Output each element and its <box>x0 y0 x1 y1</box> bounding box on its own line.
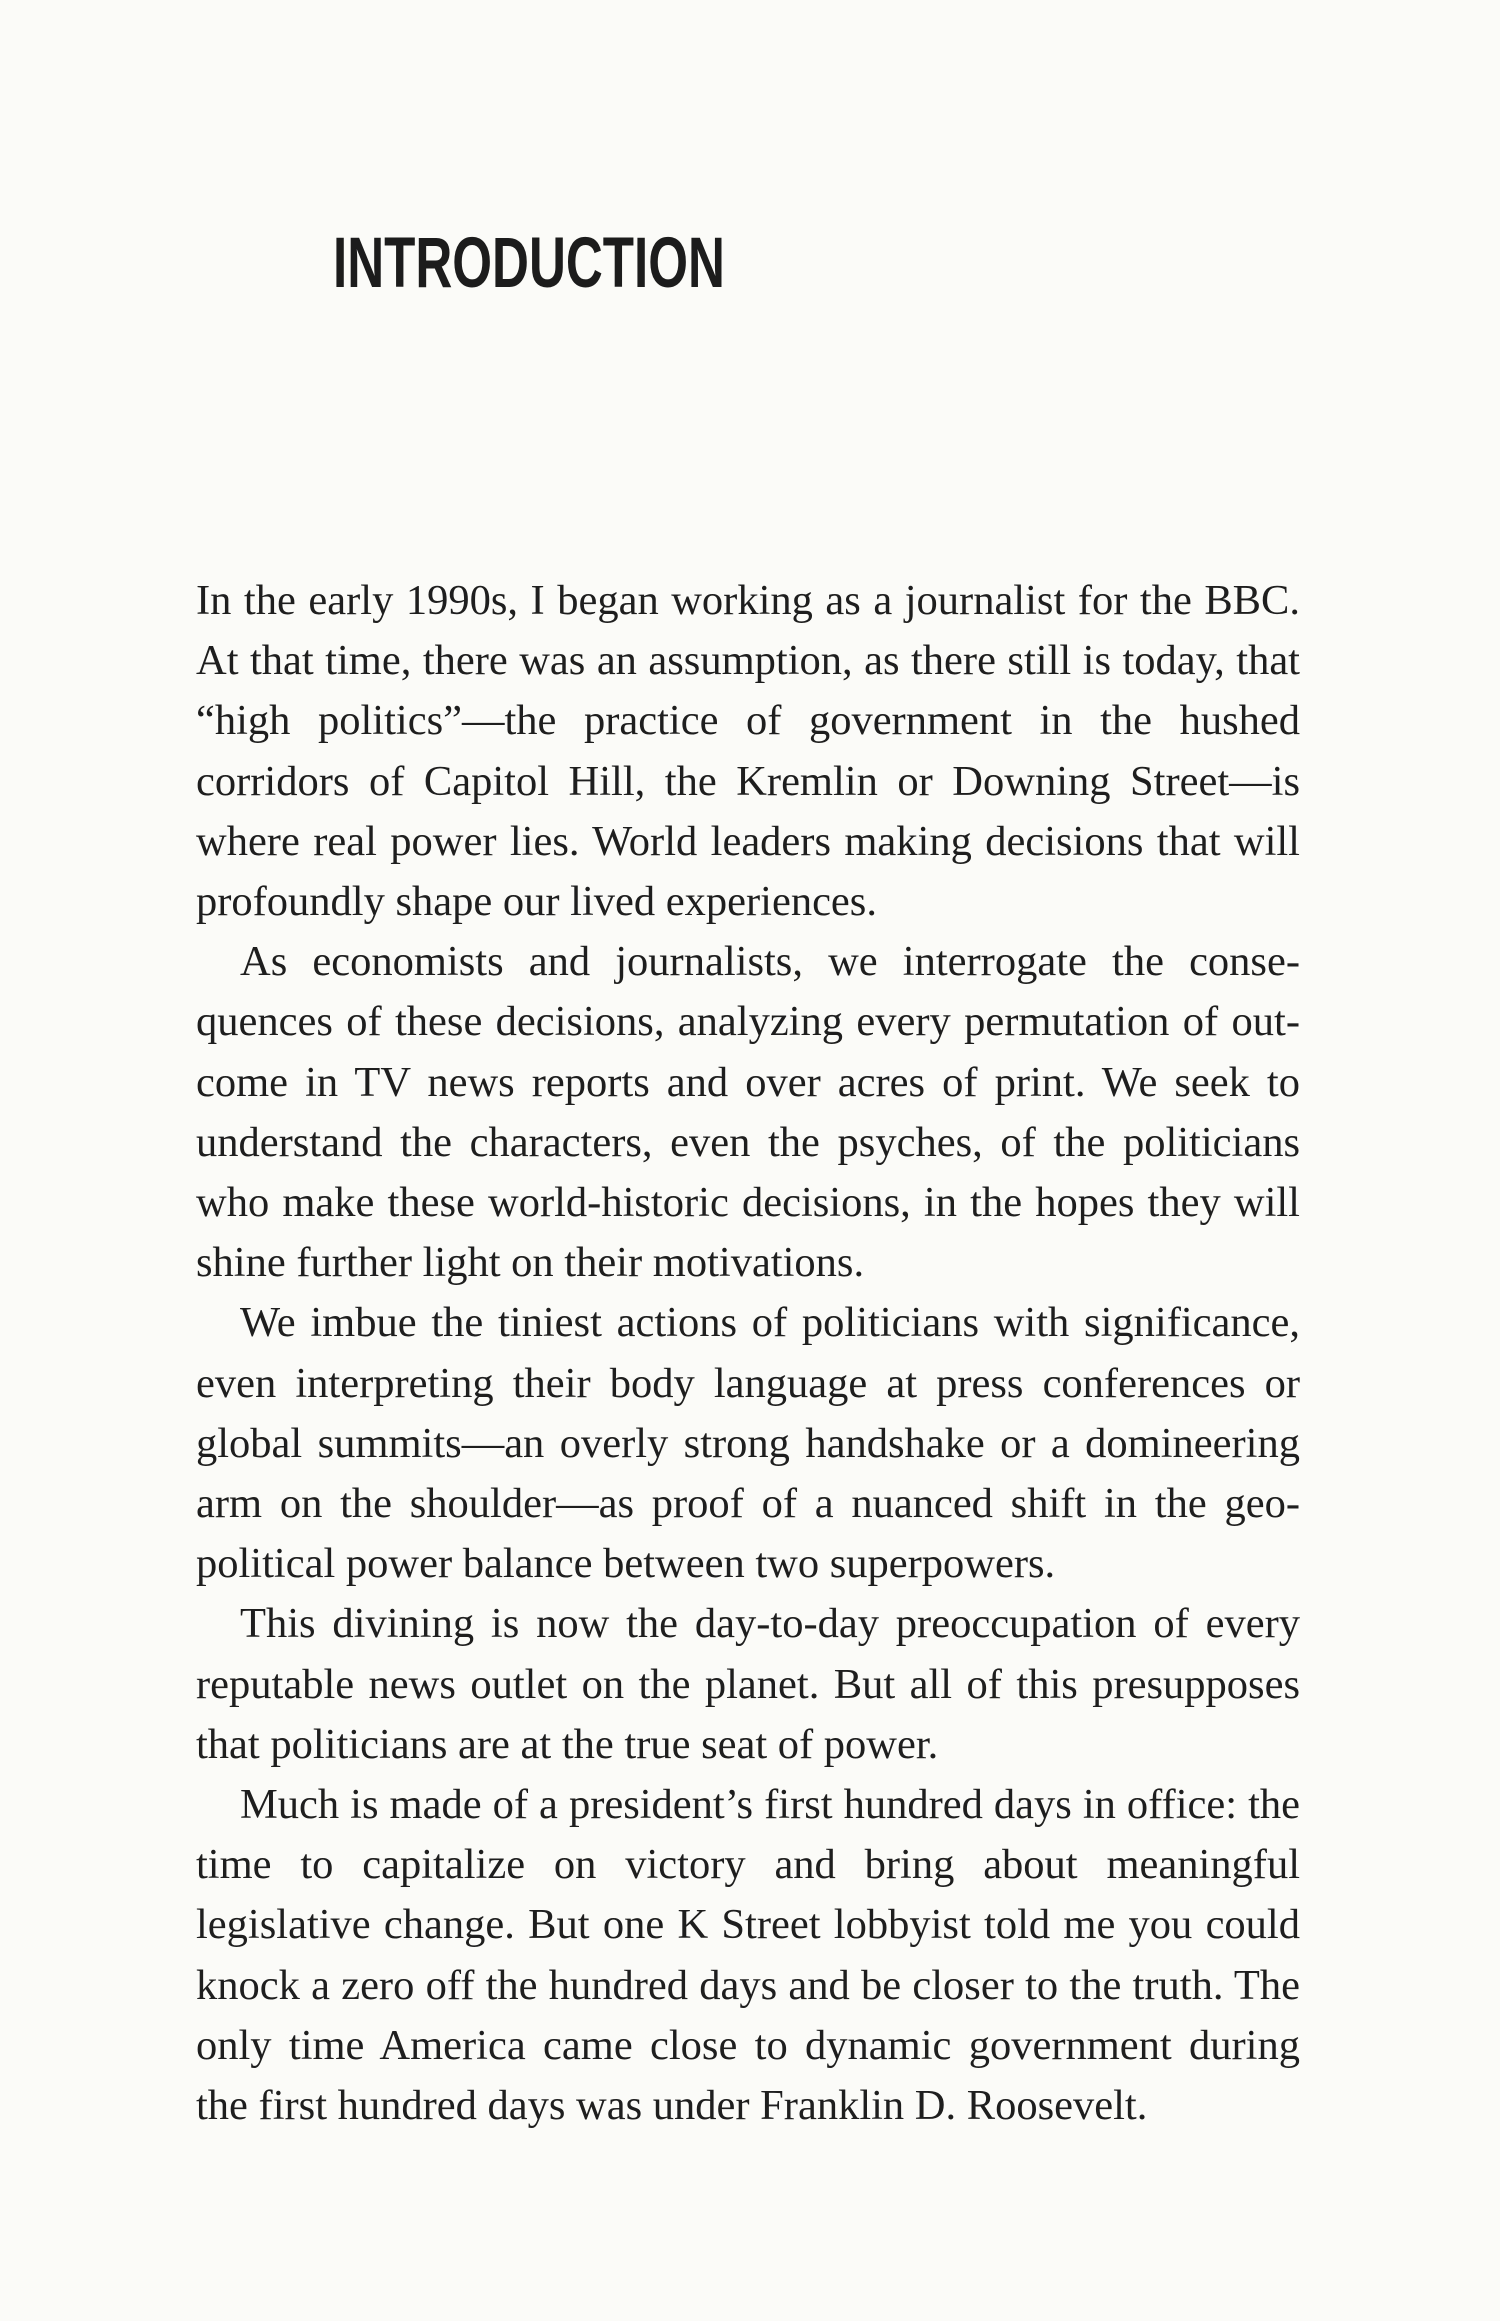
paragraph-4: This divining is now the day-to-day preoccupation of every reputable news outlet on the planet. But all of this presupposes that politicians are at the true seat of power. <box>196 1600 1300 1768</box>
paragraph-1: In the early 1990s, I began working as a journalist for the BBC. At that time, there was an assumption, as there still is today, that “high politics”—the practice of government in the hushed corridors of Capitol Hill, the Kremlin or Downing Street—is where real power lies. World leaders making decisions that will profoundly shape our lived experiences. <box>196 577 1300 926</box>
paragraph-3: We imbue the tiniest actions of politicians with significance, even interpreting their body language at press conferences or global summits—an overly strong handshake or a domineering arm on the shoulder—as proof of a nuanced shift in the geopolitical power balance between two superpowers. <box>196 1299 1300 1588</box>
paragraph-5: Much is made of a president’s first hundred days in office: the time to capitalize on victory and bring about meaningful legislative change. But one K Street lobbyist told me you could knock a zero off the hundred days and be closer to the truth. The only time America came close to dynamic government during the first hundred days was under Franklin D. Roosevelt. <box>196 1781 1300 2130</box>
paragraph-2: As economists and journalists, we interrogate the consequences of these decisions, analyzing every permutation of outcome in TV news reports and over acres of print. We seek to understand the characters, even the psyches, of the politicians who make these world-historic decisions, in the hopes they will shine further light on their motivations. <box>196 938 1300 1287</box>
body-text <box>196 571 1300 2136</box>
chapter-title: INTRODUCTION <box>333 224 725 303</box>
